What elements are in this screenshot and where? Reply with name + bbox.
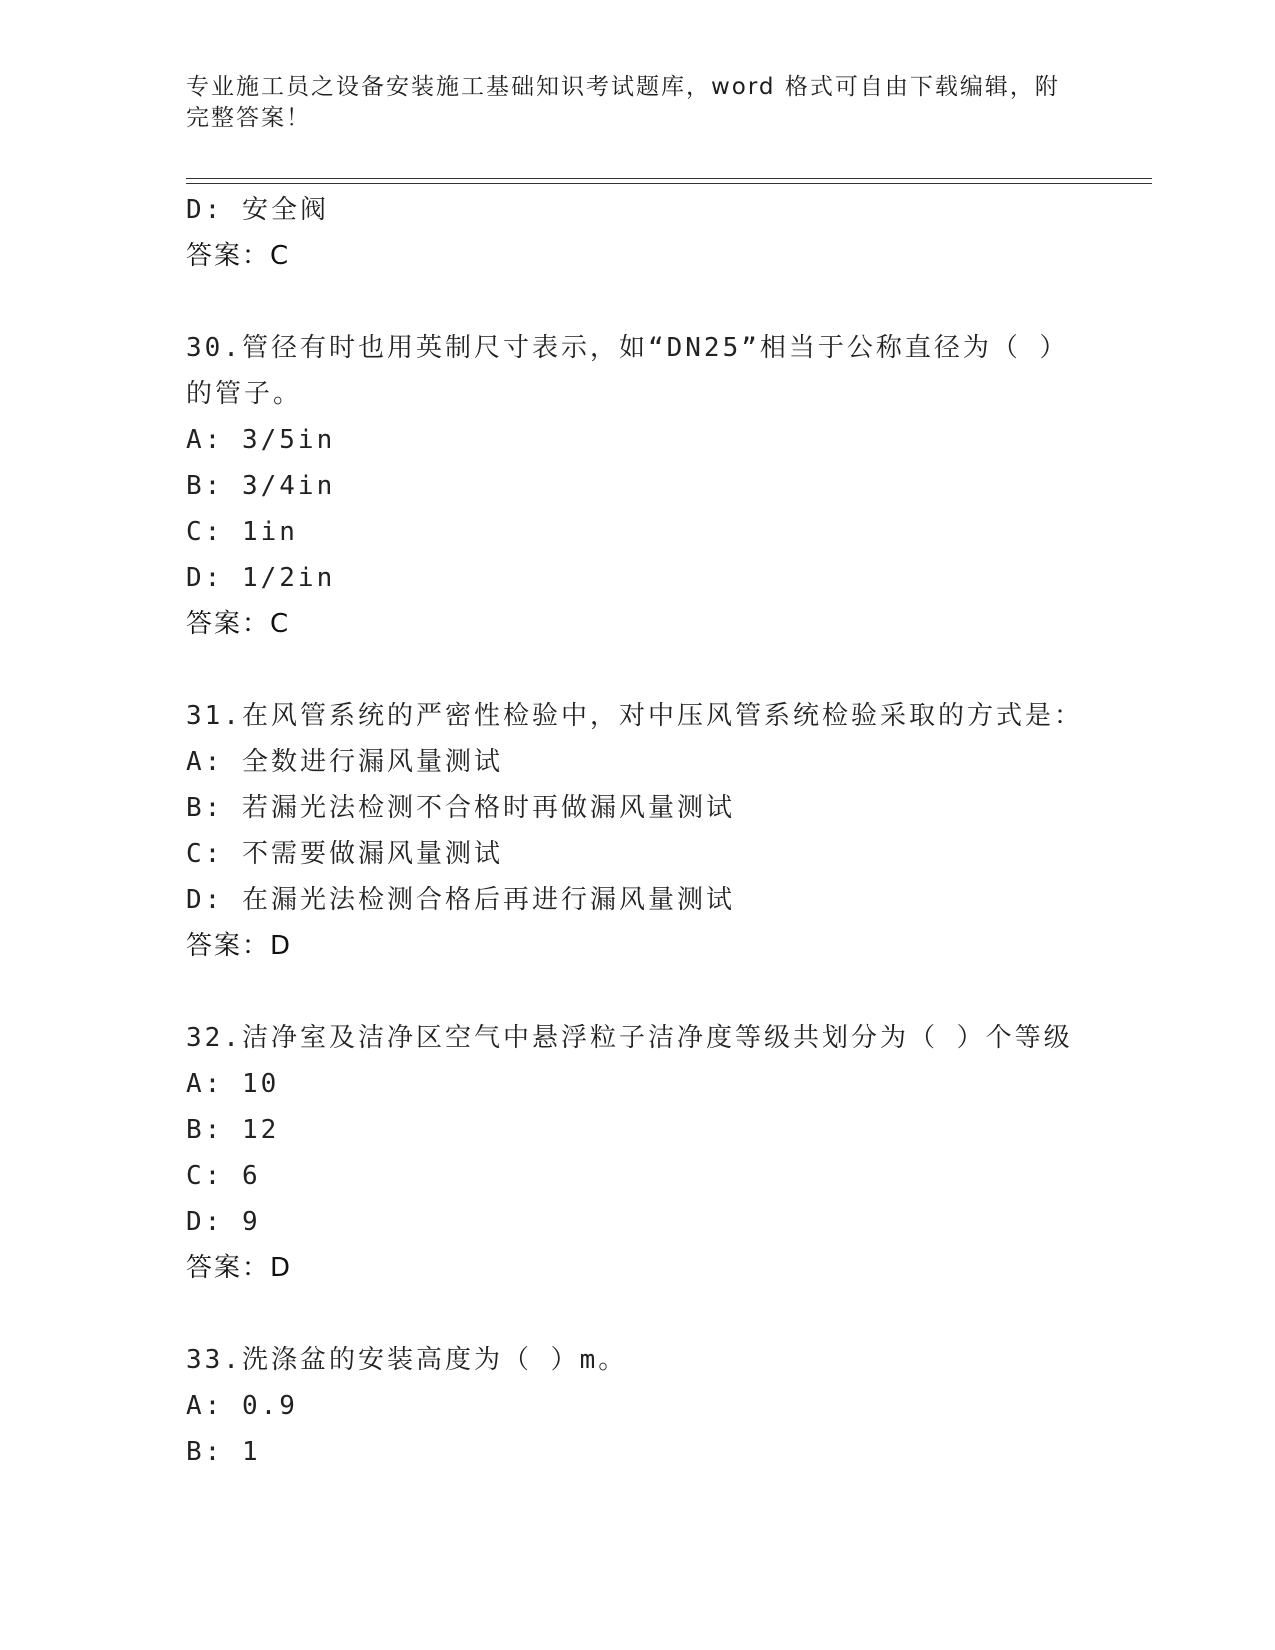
question-text-line: D: 9 — [186, 1207, 261, 1237]
question-spacer — [186, 279, 1086, 325]
question-text-line: A: 0.9 — [186, 1391, 298, 1421]
question-text-line: 的管子。 — [186, 379, 303, 409]
question-text-line: D: 安全阀 — [186, 195, 329, 225]
answer-line: 答案：D — [186, 1253, 293, 1283]
question-text-line: B: 1 — [186, 1437, 261, 1467]
question-text-line: A: 10 — [186, 1069, 280, 1099]
question-spacer — [186, 1291, 1086, 1337]
answer-line: 答案：C — [186, 241, 291, 271]
header-divider-bottom — [186, 183, 1152, 184]
question-list — [186, 187, 1086, 1475]
question-text-line: A: 全数进行漏风量测试 — [186, 747, 503, 777]
question-text-line: 33.洗涤盆的安装高度为（ ）m。 — [186, 1345, 628, 1375]
header-divider-top — [186, 178, 1152, 179]
question-text-line: C: 6 — [186, 1161, 261, 1191]
question-text-line: D: 1/2in — [186, 563, 336, 593]
question-text-line: 30.管径有时也用英制尺寸表示，如“DN25”相当于公称直径为（ ） — [186, 333, 1069, 363]
question-spacer — [186, 969, 1086, 1015]
question-text-line: B: 若漏光法检测不合格时再做漏风量测试 — [186, 793, 735, 823]
question-text-line: D: 在漏光法检测合格后再进行漏风量测试 — [186, 885, 735, 915]
answer-line: 答案：D — [186, 931, 293, 961]
question-text-line: B: 3/4in — [186, 471, 336, 501]
question-text-line: 31.在风管系统的严密性检验中，对中压风管系统检验采取的方式是： — [186, 701, 1083, 731]
question-text-line: C: 1in — [186, 517, 298, 547]
question-text-line: B: 12 — [186, 1115, 280, 1145]
question-spacer — [186, 647, 1086, 693]
answer-line: 答案：C — [186, 609, 291, 639]
question-text-line: 32.洁净室及洁净区空气中悬浮粒子洁净度等级共划分为（ ）个等级 — [186, 1023, 1073, 1053]
question-text-line: C: 不需要做漏风量测试 — [186, 839, 503, 869]
document-header: 专业施工员之设备安装施工基础知识考试题库，word 格式可自由下载编辑，附完整答案！ — [186, 74, 1060, 131]
question-text-line: A: 3/5in — [186, 425, 336, 455]
